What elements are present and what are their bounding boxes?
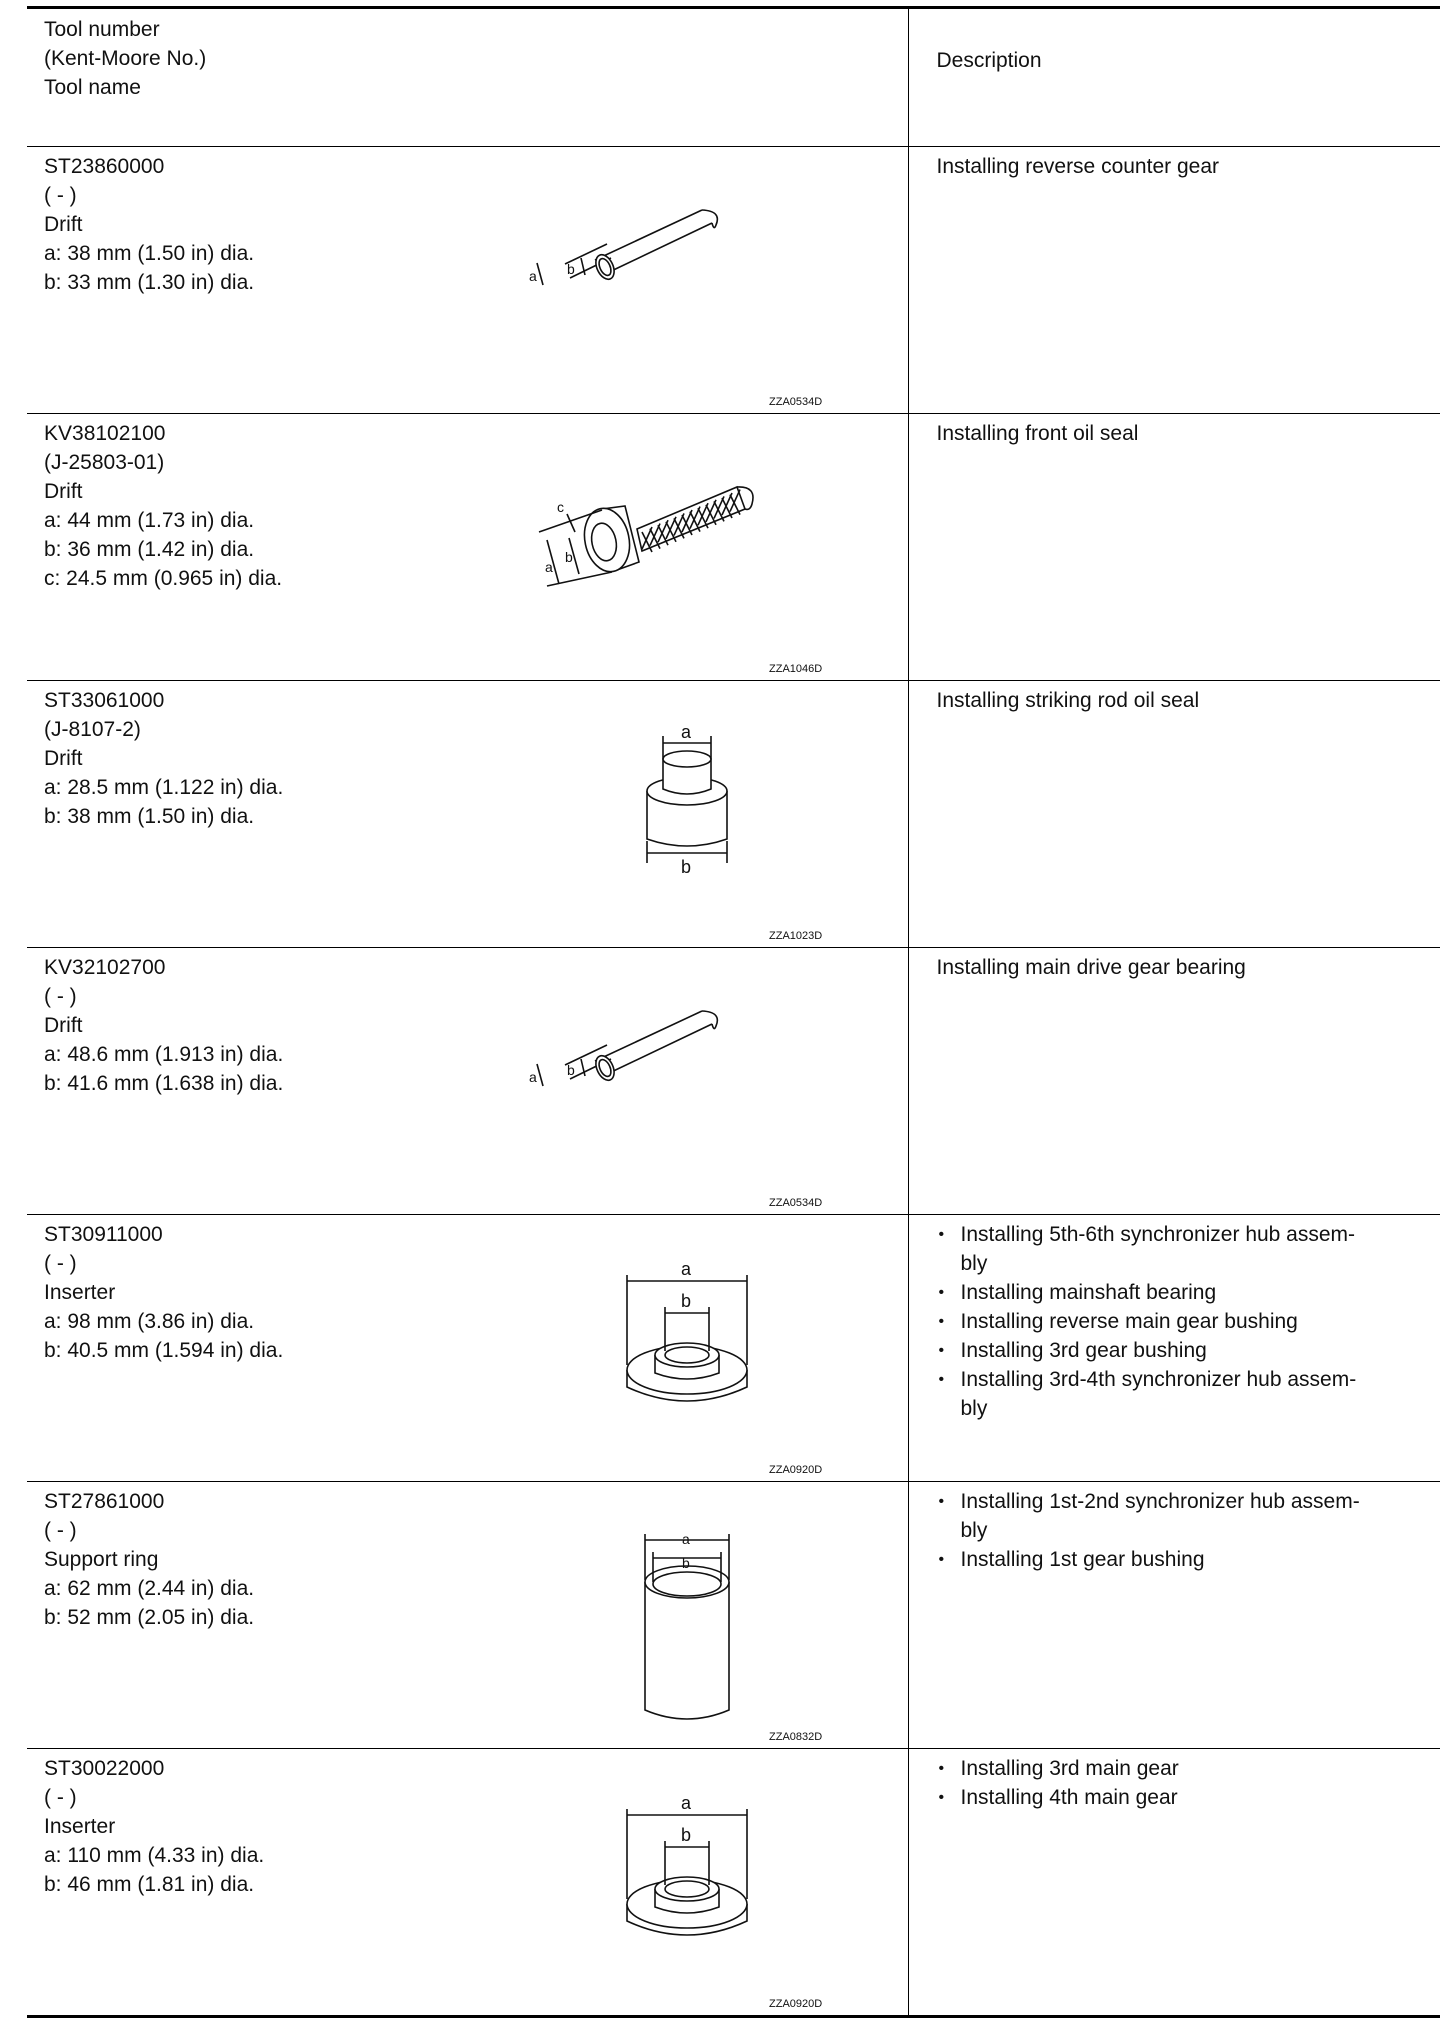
- tool-details: [44, 152, 254, 297]
- description-item-text: Installing 5th-6th synchronizer hub assem-: [960, 1223, 1356, 1246]
- description-cell: [908, 1749, 1440, 2017]
- tool-number: ST33061000: [44, 689, 165, 712]
- tube-bore-outer: [592, 1053, 617, 1083]
- tool-cell: [27, 948, 908, 1215]
- bullet-icon: •: [938, 1551, 945, 1568]
- tool-table-page: [27, 6, 1440, 2018]
- description-item-text: bly: [960, 1397, 988, 1420]
- dimension-line: b: 33 mm (1.30 in) dia.: [44, 271, 255, 294]
- drift-tube-drawing: [529, 210, 717, 285]
- figure-code: ZZA0534D: [769, 396, 823, 408]
- figure-code: ZZA1023D: [769, 930, 823, 942]
- knurled-handle: [637, 487, 745, 551]
- dim-label-a: a: [681, 722, 692, 742]
- tool-number: ST23860000: [44, 155, 165, 178]
- tool-name: Drift: [44, 480, 83, 503]
- tool-name: Inserter: [44, 1281, 116, 1304]
- kent-moore-number: (J-8107-2): [44, 718, 141, 741]
- dimension-line: a: 28.5 mm (1.122 in) dia.: [44, 776, 284, 799]
- description-item-text: bly: [960, 1519, 988, 1542]
- dimension-line: b: 52 mm (2.05 in) dia.: [44, 1606, 255, 1629]
- tool-drawing: [507, 1215, 847, 1481]
- kent-moore-number: ( - ): [44, 1519, 77, 1542]
- tool-drawing: [507, 1749, 847, 2015]
- bullet-icon: •: [938, 1493, 945, 1510]
- tool-details: [44, 953, 283, 1098]
- dim-label-a: a: [681, 1793, 692, 1813]
- drift-pilot-top: [663, 751, 711, 767]
- description-cell: [908, 681, 1440, 948]
- dimension-line: c: 24.5 mm (0.965 in) dia.: [44, 567, 283, 590]
- dimension-line: b: 46 mm (1.81 in) dia.: [44, 1873, 255, 1896]
- description-cell: [908, 1482, 1440, 1749]
- tool-illustration: [507, 1749, 847, 2015]
- tool-cell: [27, 1482, 908, 1749]
- header-kent-moore-no: (Kent-Moore No.): [44, 47, 207, 70]
- tool-illustration: [507, 1215, 847, 1481]
- tool-details: [44, 1754, 264, 1899]
- tool-drawing: [507, 1482, 847, 1748]
- description-item-text: Installing 1st-2nd synchronizer hub assem-: [960, 1490, 1360, 1513]
- dim-label-b: b: [681, 1291, 692, 1311]
- description-text: Installing main drive gear bearing: [936, 956, 1246, 979]
- dim-label-a: a: [681, 1259, 692, 1279]
- description-item-text: Installing 3rd-4th synchronizer hub assem-: [960, 1368, 1357, 1391]
- tool-cell: [27, 414, 908, 681]
- description-item-text: Installing 3rd gear bushing: [960, 1339, 1207, 1362]
- knurled-drift-drawing: [539, 487, 753, 586]
- tool-illustration: [507, 147, 847, 413]
- tool-name: Drift: [44, 1014, 83, 1037]
- tube-bore-outer: [592, 252, 617, 282]
- dimension-line: a: 98 mm (3.86 in) dia.: [44, 1310, 255, 1333]
- description-cell: [908, 414, 1440, 681]
- description-text: Installing striking rod oil seal: [936, 689, 1200, 712]
- description-list-item: [937, 1365, 1431, 1423]
- tool-row: [27, 948, 1440, 1215]
- header-tool-name: Tool name: [44, 76, 141, 99]
- description-list-item: [937, 1278, 1431, 1307]
- tool-number: KV38102100: [44, 422, 166, 445]
- tool-details: [44, 1487, 254, 1632]
- figure-code: ZZA0832D: [769, 1731, 823, 1743]
- special-tools-table: [27, 6, 1440, 2018]
- header-tool-column: [27, 8, 908, 147]
- dim-label-a: a: [545, 559, 553, 575]
- figure-code: ZZA0534D: [769, 1197, 823, 1209]
- tool-name: Inserter: [44, 1815, 116, 1838]
- kent-moore-number: ( - ): [44, 985, 77, 1008]
- tool-cell: [27, 1215, 908, 1482]
- dimension-line: a: 62 mm (2.44 in) dia.: [44, 1577, 255, 1600]
- dim-label-b: b: [681, 1825, 692, 1845]
- description-cell: [908, 948, 1440, 1215]
- description-item-text: Installing 3rd main gear: [960, 1757, 1179, 1780]
- header-description: Description: [936, 49, 1042, 72]
- description-list-item: [937, 1307, 1431, 1336]
- tool-name: Support ring: [44, 1548, 159, 1571]
- figure-code: ZZA1046D: [769, 663, 823, 675]
- bullet-icon: •: [938, 1313, 945, 1330]
- dim-label-b: b: [567, 1062, 575, 1078]
- description-text: Installing reverse counter gear: [936, 155, 1219, 178]
- tool-name: Drift: [44, 213, 83, 236]
- description-list-item: [937, 1545, 1431, 1574]
- tool-name: Drift: [44, 747, 83, 770]
- dim-label-a: a: [682, 1531, 690, 1547]
- dim-a-arrow: [537, 263, 543, 285]
- dim-label-b: b: [682, 1555, 690, 1571]
- tool-details: [44, 686, 283, 831]
- tool-cell: [27, 1749, 908, 2017]
- tool-row: [27, 147, 1440, 414]
- figure-code: ZZA0920D: [769, 1464, 823, 1476]
- bullet-icon: •: [938, 1284, 945, 1301]
- tool-row: [27, 1215, 1440, 1482]
- dim-label-c: c: [557, 499, 564, 515]
- dim-a-arrow: [537, 1064, 543, 1086]
- tool-details: [44, 1220, 283, 1365]
- dim-label-b: b: [567, 261, 575, 277]
- description-list: [937, 1487, 1431, 1574]
- tool-cell: [27, 681, 908, 948]
- dimension-line: a: 110 mm (4.33 in) dia.: [44, 1844, 265, 1867]
- bullet-icon: •: [938, 1226, 945, 1243]
- description-text: Installing front oil seal: [936, 422, 1139, 445]
- figure-code: ZZA0920D: [769, 1998, 823, 2010]
- dimension-line: a: 48.6 mm (1.913 in) dia.: [44, 1043, 284, 1066]
- dim-c-leader: [567, 514, 575, 532]
- dimension-line: a: 44 mm (1.73 in) dia.: [44, 509, 255, 532]
- tool-illustration: [507, 414, 847, 680]
- tool-number: ST27861000: [44, 1490, 165, 1513]
- tool-details: [44, 419, 282, 593]
- tool-cell: [27, 147, 908, 414]
- stepped-drift-drawing: [647, 722, 727, 877]
- description-item-text: Installing 4th main gear: [960, 1786, 1178, 1809]
- tool-drawing: [507, 681, 847, 947]
- bullet-icon: •: [938, 1789, 945, 1806]
- tool-row: [27, 681, 1440, 948]
- tool-drawing: [507, 414, 847, 680]
- support-ring-drawing: [645, 1531, 729, 1719]
- inserter-drawing: [627, 1259, 747, 1401]
- kent-moore-number: ( - ): [44, 184, 77, 207]
- bullet-icon: •: [938, 1342, 945, 1359]
- description-item-text: Installing 1st gear bushing: [960, 1548, 1205, 1571]
- inserter-drawing: [627, 1793, 747, 1935]
- description-list-item: [937, 1487, 1431, 1545]
- description-item-text: bly: [960, 1252, 988, 1275]
- dimension-line: a: 38 mm (1.50 in) dia.: [44, 242, 255, 265]
- dim-label-b: b: [681, 857, 692, 877]
- description-list: [937, 1220, 1431, 1423]
- bullet-icon: •: [938, 1371, 945, 1388]
- dimension-line: b: 41.6 mm (1.638 in) dia.: [44, 1072, 284, 1095]
- drift-tube-drawing: [529, 1011, 717, 1086]
- description-list-item: [937, 1336, 1431, 1365]
- tool-drawing: [507, 147, 847, 413]
- tool-row: [27, 414, 1440, 681]
- tool-illustration: [507, 948, 847, 1214]
- bullet-icon: •: [938, 1760, 945, 1777]
- dimension-line: b: 38 mm (1.50 in) dia.: [44, 805, 255, 828]
- tool-number: ST30911000: [44, 1223, 163, 1246]
- dimension-line: b: 40.5 mm (1.594 in) dia.: [44, 1339, 284, 1362]
- kent-moore-number: ( - ): [44, 1786, 77, 1809]
- dim-label-a: a: [529, 1069, 537, 1085]
- description-item-text: Installing mainshaft bearing: [960, 1281, 1217, 1304]
- table-header-row: [27, 8, 1440, 147]
- description-list-item: [937, 1220, 1431, 1278]
- tool-number: ST30022000: [44, 1757, 165, 1780]
- description-cell: [908, 147, 1440, 414]
- tool-illustration: [507, 1482, 847, 1748]
- dimension-line: b: 36 mm (1.42 in) dia.: [44, 538, 255, 561]
- description-item-text: Installing reverse main gear bushing: [960, 1310, 1298, 1333]
- header-description-column: [908, 8, 1440, 147]
- kent-moore-number: (J-25803-01): [44, 451, 165, 474]
- header-tool-number: Tool number: [44, 18, 160, 41]
- tool-number: KV32102700: [44, 956, 166, 979]
- tool-row: [27, 1749, 1440, 2017]
- tool-row: [27, 1482, 1440, 1749]
- description-list: [937, 1754, 1431, 1812]
- kent-moore-number: ( - ): [44, 1252, 77, 1275]
- ring-body: [645, 1582, 729, 1719]
- dim-label-b: b: [565, 549, 573, 565]
- tool-illustration: [507, 681, 847, 947]
- description-list-item: [937, 1754, 1431, 1783]
- dim-label-a: a: [529, 268, 537, 284]
- description-cell: [908, 1215, 1440, 1482]
- description-list-item: [937, 1783, 1431, 1812]
- tool-drawing: [507, 948, 847, 1214]
